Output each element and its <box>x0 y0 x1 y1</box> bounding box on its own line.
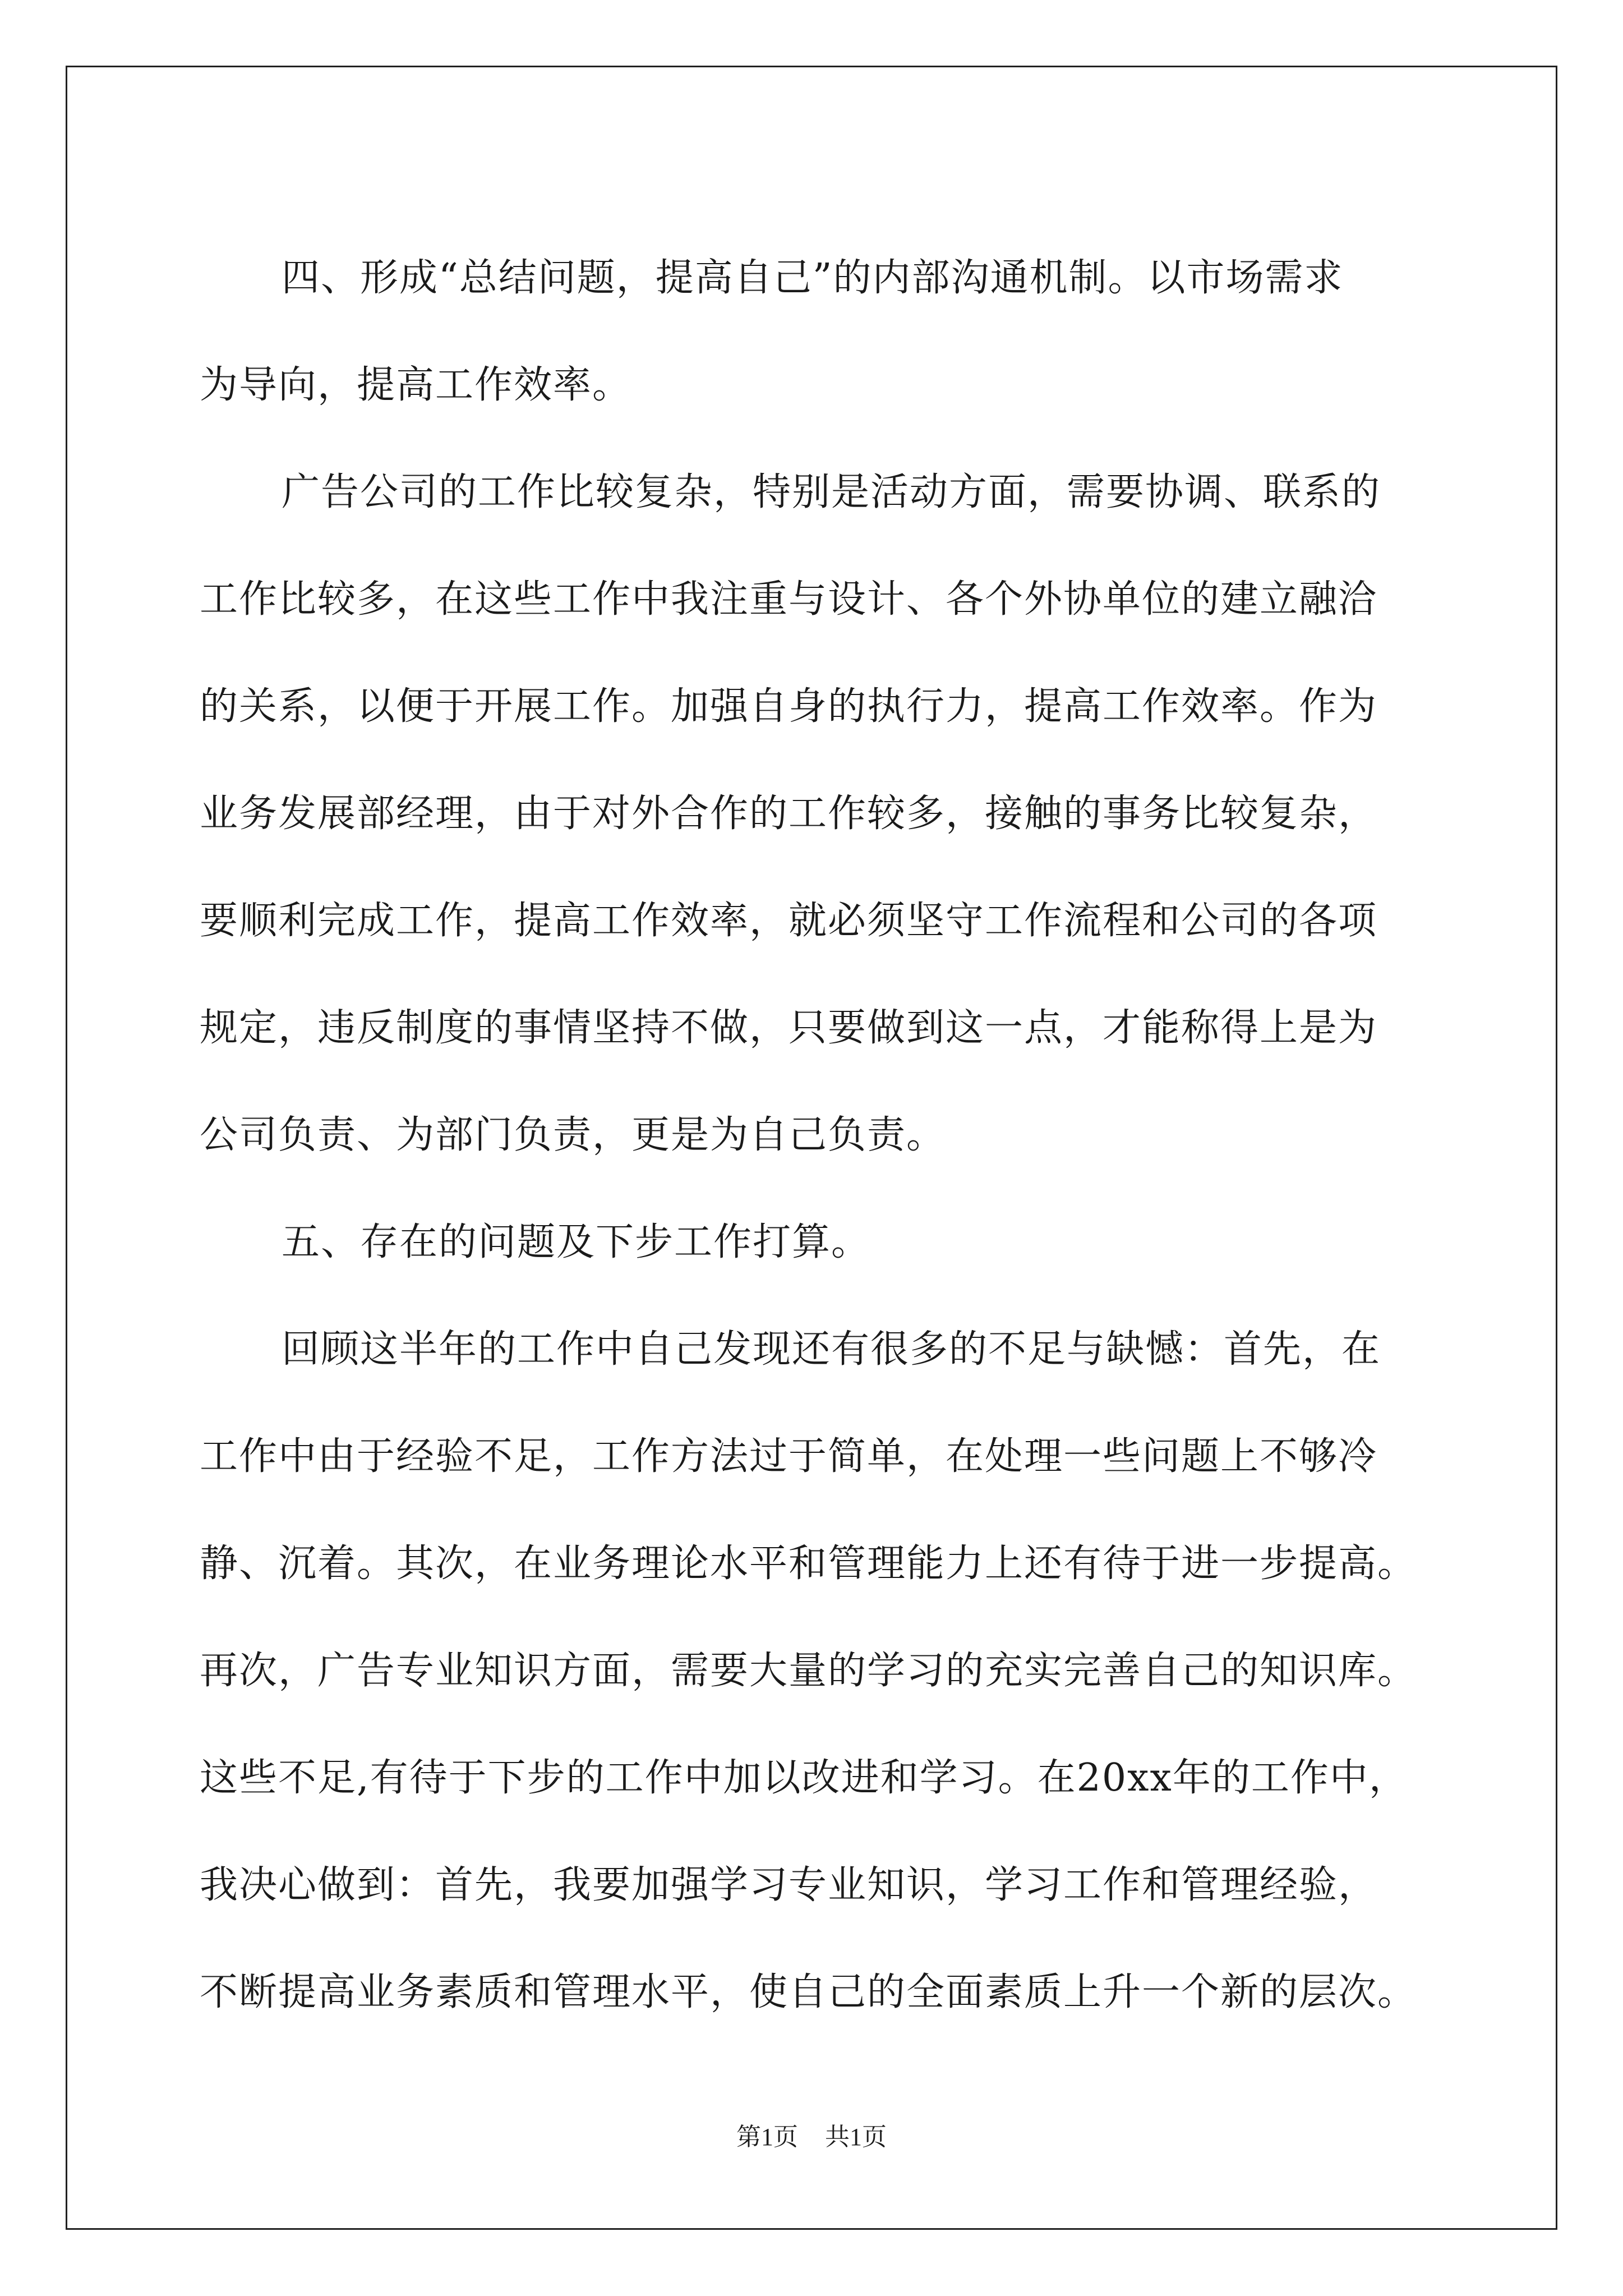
paragraph-line: 公司负责、为部门负责，更是为自己负责。 <box>200 1113 946 1157</box>
paragraph-line: 不断提高业务素质和管理水平，使自己的全面素质上升一个新的层次。 <box>200 1970 1417 2014</box>
paragraph-line: 广告公司的工作比较复杂，特别是活动方面，需要协调、联系的 <box>282 470 1381 514</box>
paragraph-line: 工作比较多，在这些工作中我注重与设计、各个外协单位的建立融洽 <box>200 577 1378 622</box>
paragraph-line: 回顾这半年的工作中自己发现还有很多的不足与缺憾：首先，在 <box>282 1327 1381 1372</box>
paragraph-line: 我决心做到：首先，我要加强学习专业知识，学习工作和管理经验， <box>200 1863 1378 1907</box>
paragraph-line: 四、形成“总结问题，提高自己”的内部沟通机制。以市场需求 <box>282 256 1344 300</box>
page-footer <box>0 2120 1623 2154</box>
paragraph-line: 规定，违反制度的事情坚持不做，只要做到这一点，才能称得上是为 <box>200 1006 1378 1050</box>
paragraph-line: 业务发展部经理，由于对外合作的工作较多，接触的事务比较复杂， <box>200 792 1378 836</box>
document-body <box>200 224 1473 2046</box>
page-number: 第1页 <box>736 2123 798 2151</box>
paragraph-line: 要顺利完成工作，提高工作效率，就必须坚守工作流程和公司的各项 <box>200 899 1378 943</box>
paragraph-line: 这些不足,有待于下步的工作中加以改进和学习。在20xx年的工作中， <box>200 1756 1408 1800</box>
paragraph-line: 的关系，以便于开展工作。加强自身的执行力，提高工作效率。作为 <box>200 684 1378 729</box>
page-count: 共1页 <box>825 2123 887 2151</box>
paragraph-line: 再次，广告专业知识方面，需要大量的学习的充实完善自己的知识库。 <box>200 1649 1417 1693</box>
paragraph-line: 工作中由于经验不足，工作方法过于简单，在处理一些问题上不够冷 <box>200 1434 1378 1479</box>
paragraph-line: 五、存在的问题及下步工作打算。 <box>282 1220 871 1264</box>
paragraph-line: 为导向，提高工作效率。 <box>200 363 632 407</box>
paragraph-line: 静、沉着。其次，在业务理论水平和管理能力上还有待于进一步提高。 <box>200 1542 1417 1586</box>
